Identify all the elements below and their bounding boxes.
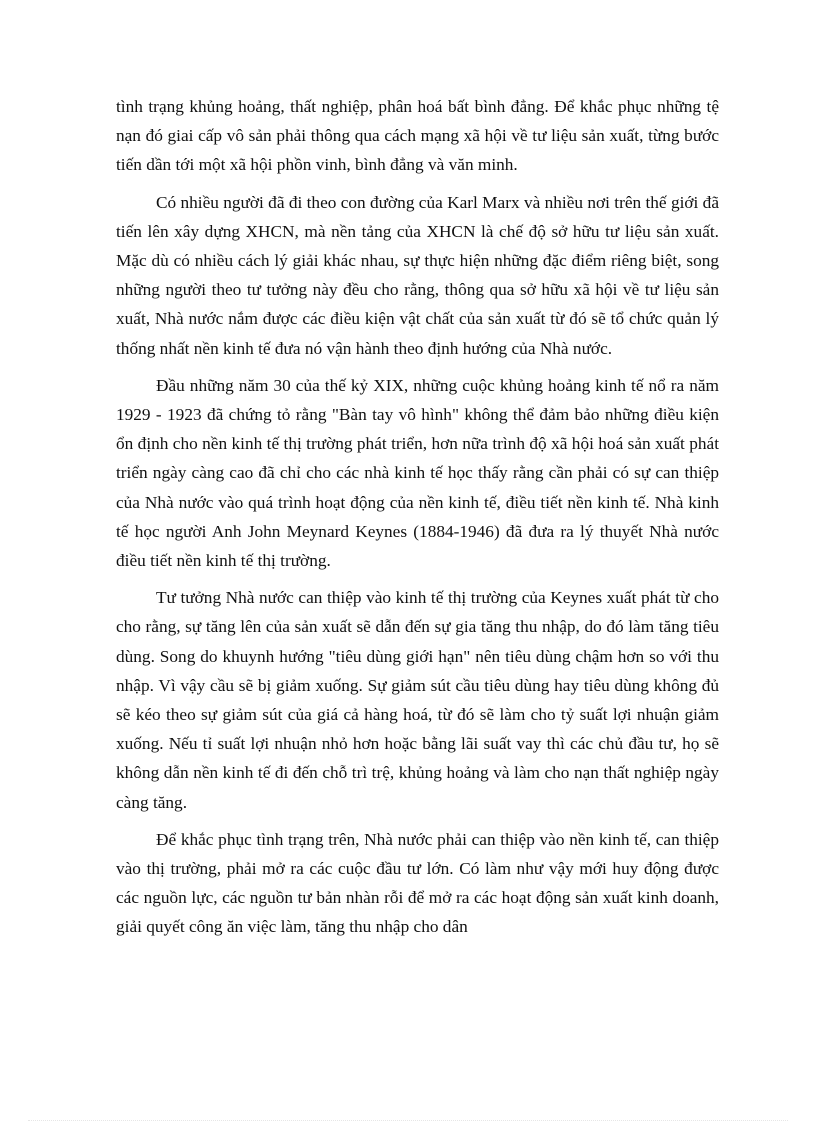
paragraph-keynes-theory: Tư tưởng Nhà nước can thiệp vào kinh tế thị trường của Keynes xuất phát từ cho cho rằng, sự tăng lên của sản xuất sẽ dẫn đến sự gia tăng thu nhập, do đó làm tăng tiêu dùng. Song do khuynh hướng "tiêu dùng giới hạn" nên tiêu dùng chậm hơn so với thu nhập. Vì vậy cầu sẽ bị giảm xuống. Sự giảm sút cầu tiêu dùng hay tiêu dùng không đủ sẽ kéo theo sự giảm sút của giá cả hàng hoá, từ đó sẽ làm cho tỷ suất lợi nhuận giảm xuống. Nếu tỉ suất lợi nhuận nhỏ hơn hoặc bằng lãi suất vay thì các chủ đầu tư, họ sẽ không dẫn nền kinh tế đi đến chỗ trì trệ, khủng hoảng và làm cho nạn thất nghiệp ngày càng tăng. <box>116 588 719 812</box>
paragraph-karl-marx: Có nhiều người đã đi theo con đường của Karl Marx và nhiều nơi trên thế giới đã tiến lên xây dựng XHCN, mà nền tảng của XHCN là chế độ sở hữu tư liệu sản xuất. Mặc dù có nhiều cách lý giải khác nhau, sự thực hiện những đặc điểm riêng biệt, song những người theo tư tưởng này đều cho rằng, thông qua sở hữu xã hội về tư liệu sản xuất, Nhà nước nắm được các điều kiện vật chất của sản xuất từ đó sẽ tổ chức quản lý thống nhất nền kinh tế đưa nó vận hành theo định hướng của Nhà nước. <box>116 192 719 358</box>
paragraph-continuation: tình trạng khủng hoảng, thất nghiệp, phân hoá bất bình đẳng. Để khắc phục những tệ nạn đó giai cấp vô sản phải thông qua cách mạng xã hội về tư liệu sản xuất, từng bước tiến dần tới một xã hội phồn vinh, bình đẳng và văn minh. <box>116 97 719 175</box>
page-bottom-divider <box>28 1120 788 1121</box>
paragraph-crisis-1930s: Đầu những năm 30 của thế kỷ XIX, những cuộc khủng hoảng kinh tế nổ ra năm 1929 - 1923 đã chứng tỏ rằng "Bàn tay vô hình" không thể đảm bảo những điều kiện ổn định cho nền kinh tế thị trường phát triển, hơn nữa trình độ xã hội hoá sản xuất phát triển ngày càng cao đã chỉ cho các nhà kinh tế học thấy rằng cần phải có sự can thiệp của Nhà nước vào quá trình hoạt động của nền kinh tế, điều tiết nền kinh tế. Nhà kinh tế học người Anh John Meynard Keynes (1884-1946) đã đưa ra lý thuyết Nhà nước điều tiết nền kinh tế thị trường. <box>116 375 719 571</box>
paragraph-state-intervention: Để khắc phục tình trạng trên, Nhà nước phải can thiệp vào nền kinh tế, can thiệp vào thị trường, phải mở ra các cuộc đầu tư lớn. Có làm như vậy mới huy động được các nguồn lực, các nguồn tư bản nhàn rỗi để mở ra các hoạt động sản xuất kinh doanh, giải quyết công ăn việc làm, tăng thu nhập cho dân <box>116 829 719 937</box>
document-body <box>116 92 719 950</box>
